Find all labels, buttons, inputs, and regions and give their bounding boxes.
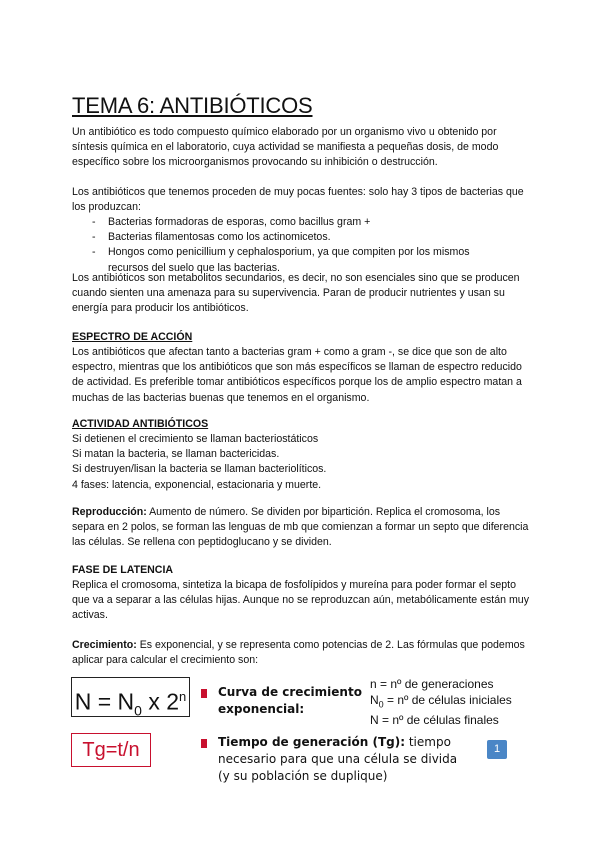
tg-note-line: (y su población se duplique) [218,769,388,783]
list-item: - Hongos como penicillium y cephalosporium, ya que compiten por los mismos recursos del suelo que las bacterias. [92,245,512,275]
intro-paragraph: Un antibiótico es todo compuesto químico elaborado por un organismo vivo u obtenido por síntesis química en el laboratorio, cuya actividad se manifiesta a pequeñas dosis, de modo específico sobre los microorganismos provocando su inhibición o destrucción. [72,126,499,169]
list-item: - Bacterias filamentosas como los actinomicetos. [92,230,512,245]
generation-time-formula-box: Tg=t/n [71,733,151,767]
tg-note-bold: Tiempo de generación (Tg): [218,735,406,749]
formula-x2: x 2 [141,688,180,715]
sources-list [92,215,512,276]
page-number-badge: 1 [487,740,507,759]
formula-n0: N [117,688,135,715]
list-item: - Bacterias formadoras de esporas, como bacillus gram + [92,215,512,230]
formula-eq: = [91,688,118,715]
legend-symbol: N [370,693,379,707]
secondary-metabolites-paragraph: Los antibióticos son metabolitos secundarios, es decir, no son esenciales sino que se producen cuando sienten una amenaza para su supervivencia. Paran de producir nutrientes y usan su energía para producir los antibióticos. [72,272,520,315]
formula-n: N [74,688,92,715]
curve-note-line: Curva de crecimiento [218,685,362,699]
activity-line: 4 fases: latencia, exponencial, estacionaria y muerte. [72,478,322,491]
latency-heading: FASE DE LATENCIA [72,564,174,576]
legend-symbol: N [370,713,379,728]
formula-exp: n [179,689,187,704]
spectrum-heading: ESPECTRO DE ACCIÓN [72,331,193,343]
growth-label: Crecimiento: [72,639,137,651]
formula-legend [370,676,512,728]
tg-note-line [218,734,488,751]
growth-text: Es exponencial, y se representa como potencias de 2. Las fórmulas que podemos aplicar para calcular el crecimiento son: [72,639,525,667]
curve-note [218,684,362,718]
reproduction-label: Reproducción: [72,506,147,518]
growth-formula-box [71,677,190,717]
sources-lead: Los antibióticos que tenemos proceden de muy pocas fuentes: solo hay 3 tipos de bacterias que los produzcan: [72,186,524,214]
legend-row [370,712,512,728]
activity-line: Si destruyen/lisan la bacteria se llaman bacteriolíticos. [72,463,327,476]
legend-text: = nº de células iniciales [383,693,512,707]
activity-line: Si matan la bacteria, se llaman bactericidas. [72,448,280,461]
bullet-icon [201,739,207,748]
tg-note-line: necesario para que una célula se divida [218,752,458,766]
growth-paragraph [72,638,532,668]
reproduction-text: Aumento de número. Se dividen por bipartición. Replica el cromosoma, los separa en 2 polos, se forman las lenguas de mb que comienzan a formar un septo que diferencia las células. Se rellena con peptidoglucano y se dividen. [72,506,529,549]
generation-time-note [218,734,488,785]
legend-sub: 0 [378,699,384,710]
legend-text: = nº de células finales [378,713,499,728]
latency-paragraph: Replica el cromosoma, sintetiza la bicapa de fosfolípidos y mureína para poder formar el septo que va a separar a las células hijas. Aunque no se reproduzcan aún, metabólicamente están muy activas. [72,579,529,622]
bullet-icon [201,689,207,698]
legend-symbol: n [370,677,377,691]
reproduction-paragraph [72,505,532,551]
spectrum-paragraph: Los antibióticos que afectan tanto a bacterias gram + como a gram -, se dice que son de alto espectro, mientras que los antibióticos que son más específicos se llaman de espectro reducido de actividad. Es preferible tomar antibióticos específicos porque los de amplio espectro matan a muchas de las bacterias buenas que tenemos en el organismo. [72,346,522,404]
formula-n0-sub: 0 [134,702,142,719]
legend-row [370,676,512,692]
curve-note-line: exponencial: [218,702,305,716]
legend-text: = nº de generaciones [376,677,494,691]
tg-note-rest: tiempo [405,735,451,749]
page-title: TEMA 6: ANTIBIÓTICOS [72,93,313,118]
activity-heading: ACTIVIDAD ANTIBIÓTICOS [72,418,209,430]
legend-row [370,692,512,712]
activity-lines [72,432,532,493]
activity-line: Si detienen el crecimiento se llaman bacteriostáticos [72,433,319,445]
